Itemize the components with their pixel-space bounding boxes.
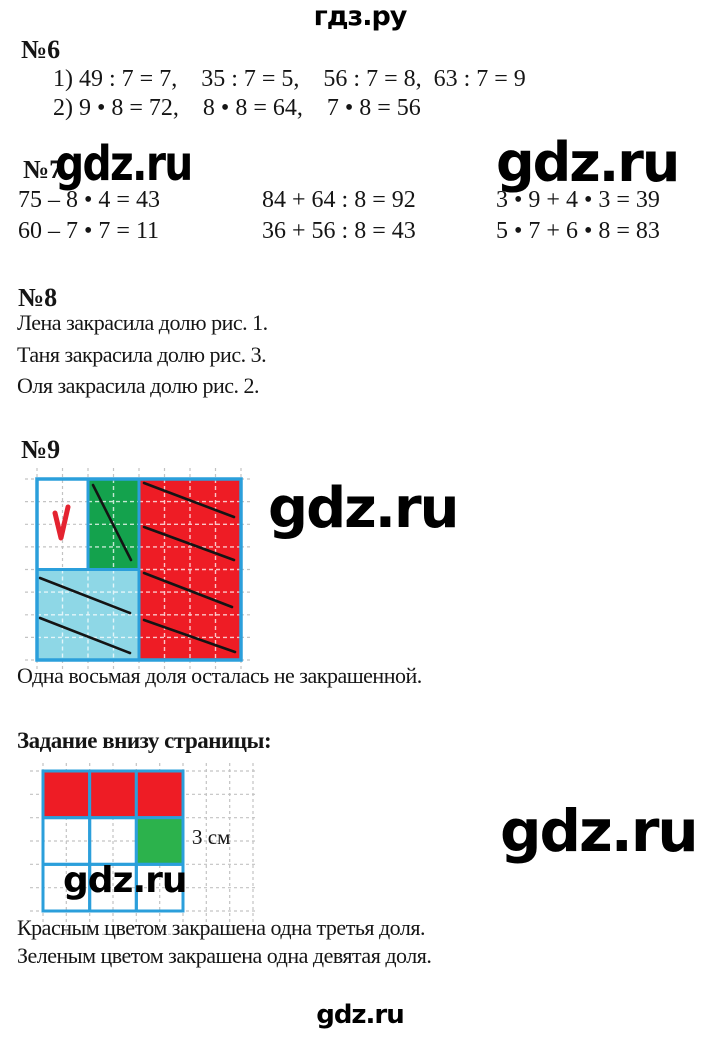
gdz-watermark: gdz.ru: [496, 131, 679, 194]
task9-label: №9: [21, 435, 61, 464]
figure-side-label: 3 см: [192, 825, 231, 849]
bottom-task-line: Красным цветом закрашена одна третья доля.: [17, 915, 425, 940]
gdz-watermark: gdz.ru: [63, 860, 187, 901]
task8-line: Лена закрасила долю рис. 1.: [17, 310, 268, 335]
task6-line-1: 1) 49 : 7 = 7, 35 : 7 = 5, 56 : 7 = 8, 63 : 7 = 9: [53, 66, 526, 92]
task7-cell: 60 – 7 • 7 = 11: [18, 218, 160, 244]
task7-cell: 75 – 8 • 4 = 43: [18, 187, 160, 213]
task8-line: Оля закрасила долю рис. 2.: [17, 373, 260, 398]
gdz-watermark: gdz.ru: [55, 136, 192, 192]
task8-label: №8: [18, 283, 58, 312]
task7-cell: 84 + 64 : 8 = 92: [262, 187, 416, 213]
task6-line-2: 2) 9 • 8 = 72, 8 • 8 = 64, 7 • 8 = 56: [53, 95, 421, 121]
task7-cell: 5 • 7 + 6 • 8 = 83: [496, 218, 660, 244]
bottom-task-line: Зеленым цветом закрашена одна девятая доля.: [17, 943, 432, 968]
bottom-task-heading: Задание внизу страницы:: [17, 728, 272, 753]
footer-logo: gdz.ru: [316, 1000, 404, 1030]
red-cell: [43, 771, 90, 818]
task8-line: Таня закрасила долю рис. 3.: [17, 342, 267, 367]
gdz-watermark: gdz.ru: [500, 797, 697, 865]
task9-fraction-figure: [17, 462, 257, 674]
red-check-mark: [55, 507, 68, 538]
green-cell: [136, 818, 183, 865]
task7-label: №7: [23, 155, 63, 184]
task6-label: №6: [21, 35, 61, 64]
task9-caption: Одна восьмая доля осталась не закрашенной.: [17, 663, 422, 688]
task7-cell: 36 + 56 : 8 = 43: [262, 218, 416, 244]
red-cell: [136, 771, 183, 818]
task7-cell: 3 • 9 + 4 • 3 = 39: [496, 187, 660, 213]
gdz-watermark: gdz.ru: [268, 476, 458, 541]
site-logo: гдз.ру: [313, 1, 407, 32]
red-cell: [90, 771, 137, 818]
